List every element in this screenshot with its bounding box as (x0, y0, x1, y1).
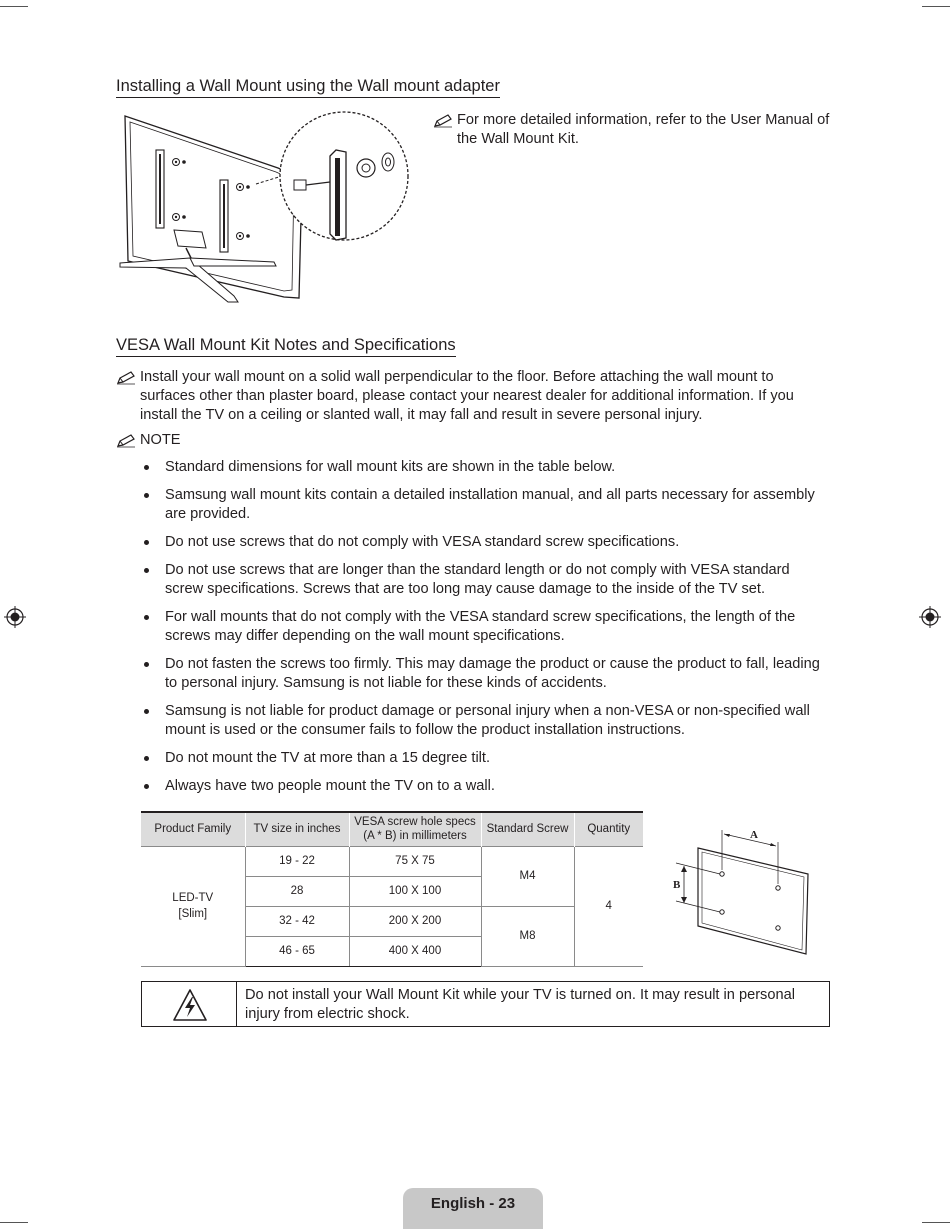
note-pencil-icon (433, 114, 453, 128)
list-item: Samsung wall mount kits contain a detailed installation manual, and all parts necessary for assembly are provided. (140, 486, 830, 524)
note-label: NOTE (140, 432, 181, 448)
product-family-cell (141, 846, 245, 966)
vesa-spec-cell: 400 X 400 (349, 936, 481, 966)
standard-screw-cell: M8 (481, 906, 574, 966)
wall-mount-adapter-illustration (116, 110, 416, 306)
registration-mark-icon (919, 606, 941, 628)
note-bullet-list (140, 458, 830, 805)
vesa-hole-diagram (668, 824, 816, 960)
electric-warning-icon (172, 988, 208, 1022)
product-family-name: LED-TV (172, 892, 214, 904)
table-header-cell: TV size in inches (245, 812, 349, 846)
tv-size-cell: 28 (245, 876, 349, 906)
electric-shock-warning (141, 981, 830, 1027)
dimension-label-a: A (750, 829, 758, 841)
crop-mark (0, 1222, 28, 1223)
page-number-tab: English - 23 (403, 1188, 543, 1229)
tv-size-cell: 32 - 42 (245, 906, 349, 936)
wall-mount-kit-note: For more detailed information, refer to the User Manual of the Wall Mount Kit. (457, 112, 830, 147)
list-item: Do not mount the TV at more than a 15 degree tilt. (140, 749, 830, 768)
warning-text: Do not install your Wall Mount Kit while your TV is turned on. It may result in personal injury from electric shock. (245, 987, 795, 1022)
quantity-cell: 4 (574, 846, 643, 966)
crop-mark (922, 1222, 950, 1223)
table-header-cell: Standard Screw (481, 812, 574, 846)
list-item: For wall mounts that do not comply with the VESA standard screw specifications, the length of the screws may differ depending on the wall mount specifications. (140, 608, 830, 646)
vesa-spec-cell: 75 X 75 (349, 846, 481, 876)
list-item: Do not fasten the screws too firmly. This may damage the product or cause the product to fall, leading to personal injury. Samsung is not liable for these kinds of accidents. (140, 655, 830, 693)
list-item: Do not use screws that do not comply with VESA standard screw specifications. (140, 533, 830, 552)
table-header-row (141, 812, 643, 846)
tv-size-cell: 19 - 22 (245, 846, 349, 876)
dimension-label-b: B (673, 879, 681, 891)
crop-mark (0, 6, 28, 7)
list-item: Always have two people mount the TV on to a wall. (140, 777, 830, 796)
note-pencil-icon (116, 434, 136, 448)
section-title-wall-mount-adapter: Installing a Wall Mount using the Wall mount adapter (116, 77, 500, 98)
table-header-cell: Quantity (574, 812, 643, 846)
list-item: Do not use screws that are longer than the standard length or do not comply with VESA standard screw specifications. Screws that are too long may cause damage to the inside of the TV set. (140, 561, 830, 599)
tv-size-cell: 46 - 65 (245, 936, 349, 966)
table-row (141, 846, 643, 876)
product-family-variant: [Slim] (178, 908, 208, 920)
vesa-spec-cell: 200 X 200 (349, 906, 481, 936)
vesa-spec-table (141, 811, 643, 967)
registration-mark-icon (4, 606, 26, 628)
section-title-vesa-notes: VESA Wall Mount Kit Notes and Specifications (116, 336, 456, 357)
table-header-cell: VESA screw hole specs (A * B) in millimeters (349, 812, 481, 846)
standard-screw-cell: M4 (481, 846, 574, 906)
note-pencil-icon (116, 371, 136, 385)
list-item: Samsung is not liable for product damage or personal injury when a non-VESA or non-specified wall mount is used or the consumer fails to follow the product installation instructions. (140, 702, 830, 740)
warning-divider (236, 982, 237, 1026)
list-item: Standard dimensions for wall mount kits are shown in the table below. (140, 458, 830, 477)
vesa-spec-cell: 100 X 100 (349, 876, 481, 906)
vesa-intro-text: Install your wall mount on a solid wall perpendicular to the floor. Before attaching the wall mount to surfaces other than plaster board, please contact your nearest dealer for additional information. If you install the TV on a ceiling or slanted wall, it may fall and result in severe personal injury. (140, 369, 794, 423)
table-header-cell: Product Family (141, 812, 245, 846)
crop-mark (922, 6, 950, 7)
